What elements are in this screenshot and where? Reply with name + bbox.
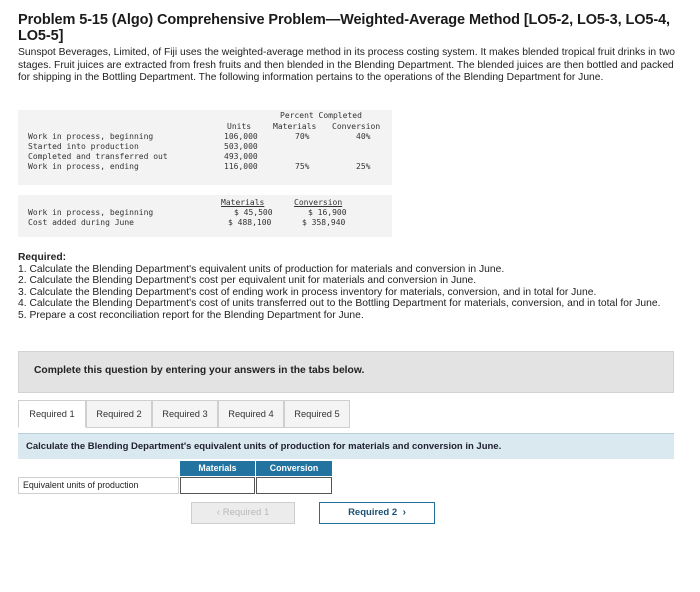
- required-list: [18, 252, 680, 322]
- prompt-text: Calculate the Blending Department's equivalent units of production for materials and conversion in June.: [26, 441, 502, 452]
- cost-row-label: Work in process, beginning: [28, 208, 154, 217]
- instruction-text: Complete this question by entering your answers in the tabs below.: [34, 365, 365, 376]
- previous-button-label: Required 1: [222, 507, 270, 518]
- conversion-percent: 40%: [356, 132, 371, 141]
- tab-required-1[interactable]: Required 1: [18, 400, 86, 428]
- cost-conversion-value: $ 358,940: [302, 218, 346, 227]
- tab-required-2[interactable]: Required 2: [86, 400, 152, 428]
- units-data-table: [18, 110, 392, 185]
- units-row-value: 493,000: [224, 152, 258, 161]
- equivalent-units-label: Equivalent units of production: [18, 477, 179, 494]
- next-requirement-button[interactable]: [319, 502, 435, 524]
- materials-percent: 75%: [295, 162, 310, 171]
- units-row-value: 503,000: [224, 142, 258, 151]
- units-row-label: Completed and transferred out: [28, 152, 168, 161]
- required-item: 2. Calculate the Blending Department's cost per equivalent unit for materials and conversion in June.: [18, 275, 477, 287]
- units-row-label: Work in process, beginning: [28, 132, 154, 141]
- required-heading: Required:: [18, 252, 67, 263]
- materials-equivalent-units-input[interactable]: [180, 477, 255, 494]
- answer-conversion-header: Conversion: [256, 461, 332, 476]
- cost-conversion-header: Conversion: [294, 198, 343, 207]
- percent-completed-header: Percent Completed: [280, 111, 362, 120]
- materials-percent: 70%: [295, 132, 310, 141]
- cost-conversion-value: $ 16,900: [308, 208, 347, 217]
- required-item: 4. Calculate the Blending Department's cost of units transferred out to the Bottling Department for materials, conversion, and in total for June.: [18, 298, 661, 310]
- units-row-label: Work in process, ending: [28, 162, 139, 171]
- units-row-label: Started into production: [28, 142, 139, 151]
- answer-materials-header: Materials: [180, 461, 255, 476]
- chevron-left-icon: ‹: [216, 507, 221, 518]
- cost-materials-header: Materials: [221, 198, 265, 207]
- tab-required-3[interactable]: Required 3: [152, 400, 218, 428]
- units-row-value: 116,000: [224, 162, 258, 171]
- cost-materials-value: $ 45,500: [234, 208, 273, 217]
- instruction-banner: [18, 351, 674, 393]
- tab-required-4[interactable]: Required 4: [218, 400, 284, 428]
- materials-column-header: Materials: [273, 122, 317, 131]
- previous-requirement-button[interactable]: [191, 502, 295, 524]
- problem-title: Problem 5-15 (Algo) Comprehensive Problem—Weighted-Average Method [LO5-2, LO5-3, LO5-4, LO5-5]: [18, 12, 670, 44]
- required-item: 3. Calculate the Blending Department's cost of ending work in process inventory for materials, conversion, and in total for June.: [18, 286, 597, 298]
- next-button-label: Required 2: [348, 507, 398, 518]
- cost-materials-value: $ 488,100: [228, 218, 272, 227]
- units-row-value: 106,000: [224, 132, 258, 141]
- tab-required-5[interactable]: Required 5: [284, 400, 350, 428]
- required-item: 5. Prepare a cost reconciliation report for the Blending Department for June.: [18, 309, 364, 321]
- cost-row-label: Cost added during June: [28, 218, 134, 227]
- question-prompt: [18, 433, 674, 459]
- conversion-equivalent-units-input[interactable]: [256, 477, 332, 494]
- problem-intro: Sunspot Beverages, Limited, of Fiji uses the weighted-average method in its process costing system. It makes blended tropical fruit drinks in two stages. Fruit juices are extracted from fresh fruits and then blended in the Blending Department. The blended juices are then bottled and packed for shipping in the Bottling Department. The following information pertains to the operations of the Blending Department for June.: [18, 47, 676, 84]
- cost-data-table: [18, 195, 392, 237]
- required-item: 1. Calculate the Blending Department's equivalent units of production for materials and conversion in June.: [18, 263, 505, 275]
- units-column-header: Units: [227, 122, 252, 131]
- chevron-right-icon: ›: [399, 507, 406, 518]
- conversion-percent: 25%: [356, 162, 371, 171]
- conversion-column-header: Conversion: [332, 122, 381, 131]
